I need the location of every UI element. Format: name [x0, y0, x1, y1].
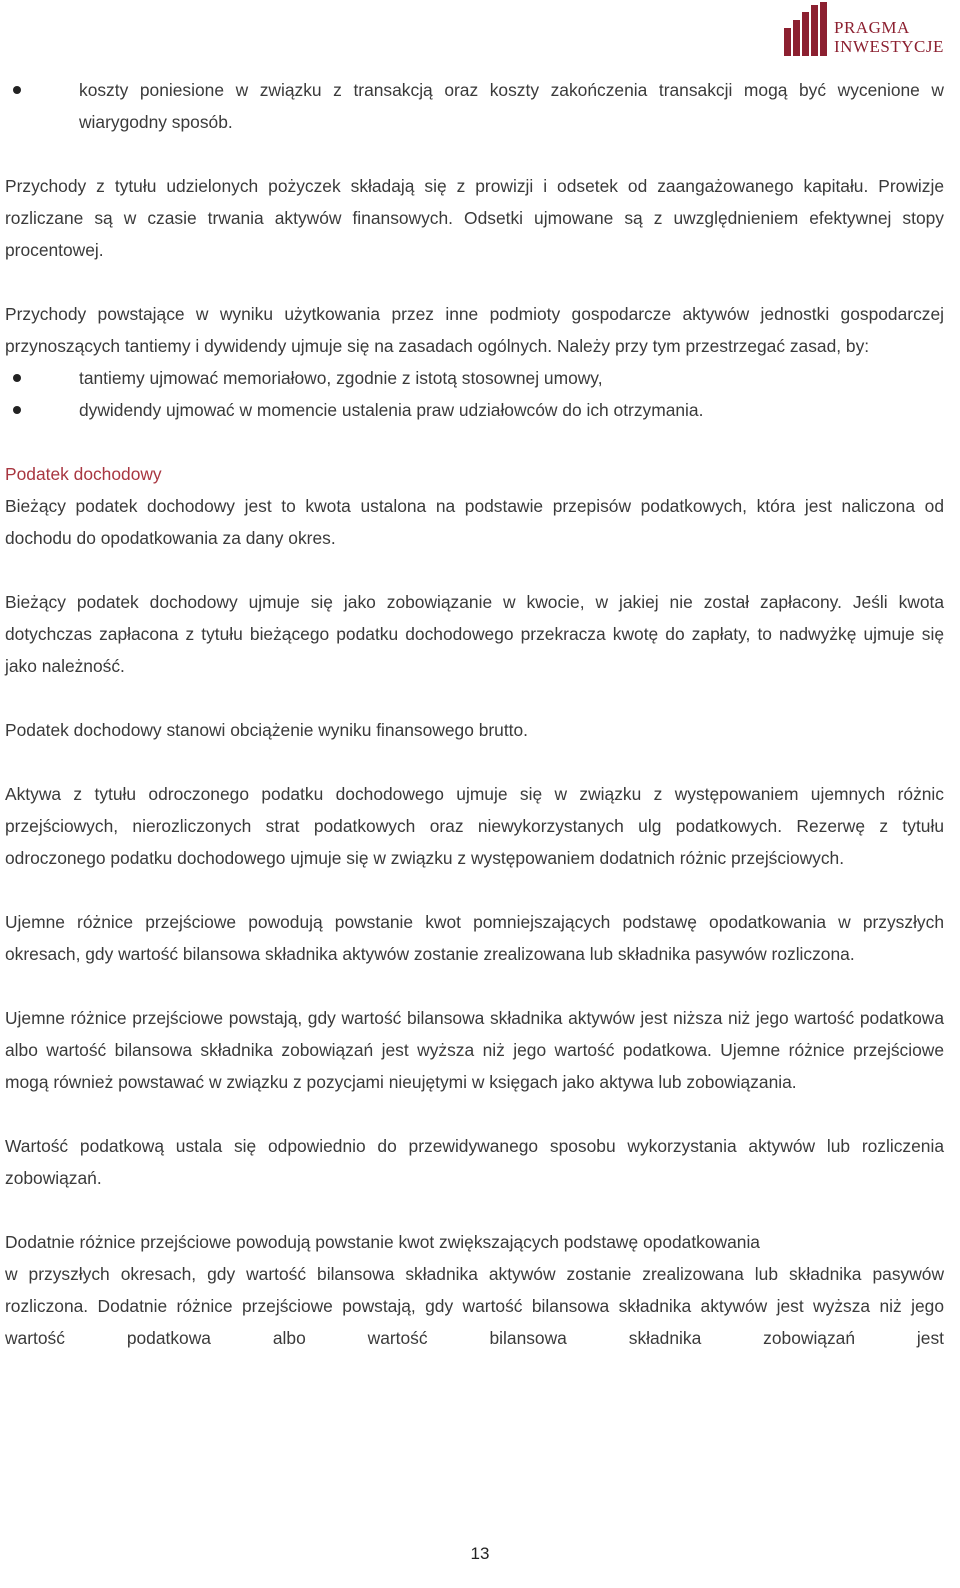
bullet-dot-icon — [13, 406, 21, 414]
paragraph: Wartość podatkową ustala się odpowiednio do przewidywanego sposobu wykorzystania aktywów lub rozliczenia zobowiązań. — [5, 1136, 944, 1188]
logo-line-1: PRAGMA — [834, 18, 910, 37]
paragraph-line: Dodatnie różnice przejściowe powodują powstanie kwot zwiększających podstawę opodatkowania — [5, 1232, 760, 1252]
bullet-dot-icon — [13, 374, 21, 382]
page-number: 13 — [470, 1544, 490, 1563]
paragraph: Przychody powstające w wyniku użytkowania przez inne podmioty gospodarcze aktywów jednostki gospodarczej przynoszących tantiemy i dywidendy ujmuje się na zasadach ogólnych. Należy przy tym przestrzegać zasad, by: — [5, 304, 944, 356]
list-item — [5, 394, 944, 426]
paragraph: Ujemne różnice przejściowe powodują powstanie kwot pomniejszających podstawę opodatkowania w przyszłych okresach, gdy wartość bilansowa składnika aktywów zostanie zrealizowana lub składnika pasywów rozliczona. — [5, 912, 944, 964]
pragma-bars-logo-icon — [782, 2, 832, 58]
logo-wordmark — [834, 18, 944, 56]
logo-line-2: INWESTYCJE — [834, 37, 944, 56]
company-logo — [782, 2, 952, 60]
list-item — [5, 74, 944, 138]
paragraph: Bieżący podatek dochodowy ujmuje się jako zobowiązanie w kwocie, w jakiej nie został zapłacony. Jeśli kwota dotychczas zapłacona z tytułu bieżącego podatku dochodowego przekracza kwotę do zapłaty, to nadwyżkę ujmuje się jako należność. — [5, 592, 944, 676]
paragraph: Bieżący podatek dochodowy jest to kwota ustalona na podstawie przepisów podatkowych, która jest naliczona od dochodu do opodatkowania za dany okres. — [5, 496, 944, 548]
list-item-text: dywidendy ujmować w momencie ustalenia praw udziałowców do ich otrzymania. — [79, 400, 704, 420]
paragraph: Aktywa z tytułu odroczonego podatku dochodowego ujmuje się w związku z występowaniem ujemnych różnic przejściowych, nierozliczonych strat podatkowych oraz niewykorzystanych ulg podatkowych. Rezerwę z tytułu odroczonego podatku dochodowego ujmuje się w związku z występowaniem dodatnich różnic przejściowych. — [5, 784, 944, 868]
document-body — [5, 74, 944, 1354]
paragraph: w przyszłych okresach, gdy wartość bilansowa składnika aktywów zostanie zrealizowana lub składnika pasywów rozliczona. Dodatnie różnice przejściowe powstają, gdy wartość bilansowa składnika aktywów jest wyższa niż jego wartość podatkowa albo wartość bilansowa składnika zobowiązań jest — [5, 1264, 944, 1348]
paragraph: Przychody z tytułu udzielonych pożyczek składają się z prowizji i odsetek od zaangażowanego kapitału. Prowizje rozliczane są w czasie trwania aktywów finansowych. Odsetki ujmowane są z uwzględnieniem efektywnej stopy procentowej. — [5, 176, 944, 260]
paragraph: Podatek dochodowy stanowi obciążenie wyniku finansowego brutto. — [5, 720, 529, 740]
paragraph: Ujemne różnice przejściowe powstają, gdy wartość bilansowa składnika aktywów jest niższa niż jego wartość podatkowa albo wartość bilansowa składnika zobowiązań jest wyższa niż jego wartość podatkowa. Ujemne różnice przejściowe mogą również powstawać w związku z pozycjami nieujętymi w księgach jako aktywa lub zobowiązania. — [5, 1008, 944, 1092]
bullet-dot-icon — [13, 86, 21, 94]
list-item-text: tantiemy ujmować memoriałowo, zgodnie z istotą stosownej umowy, — [79, 368, 603, 388]
section-heading: Podatek dochodowy — [5, 464, 162, 484]
list-item-text: koszty poniesione w związku z transakcją oraz koszty zakończenia transakcji mogą być wycenione w wiarygodny sposób. — [79, 80, 944, 132]
list-item — [5, 362, 944, 394]
